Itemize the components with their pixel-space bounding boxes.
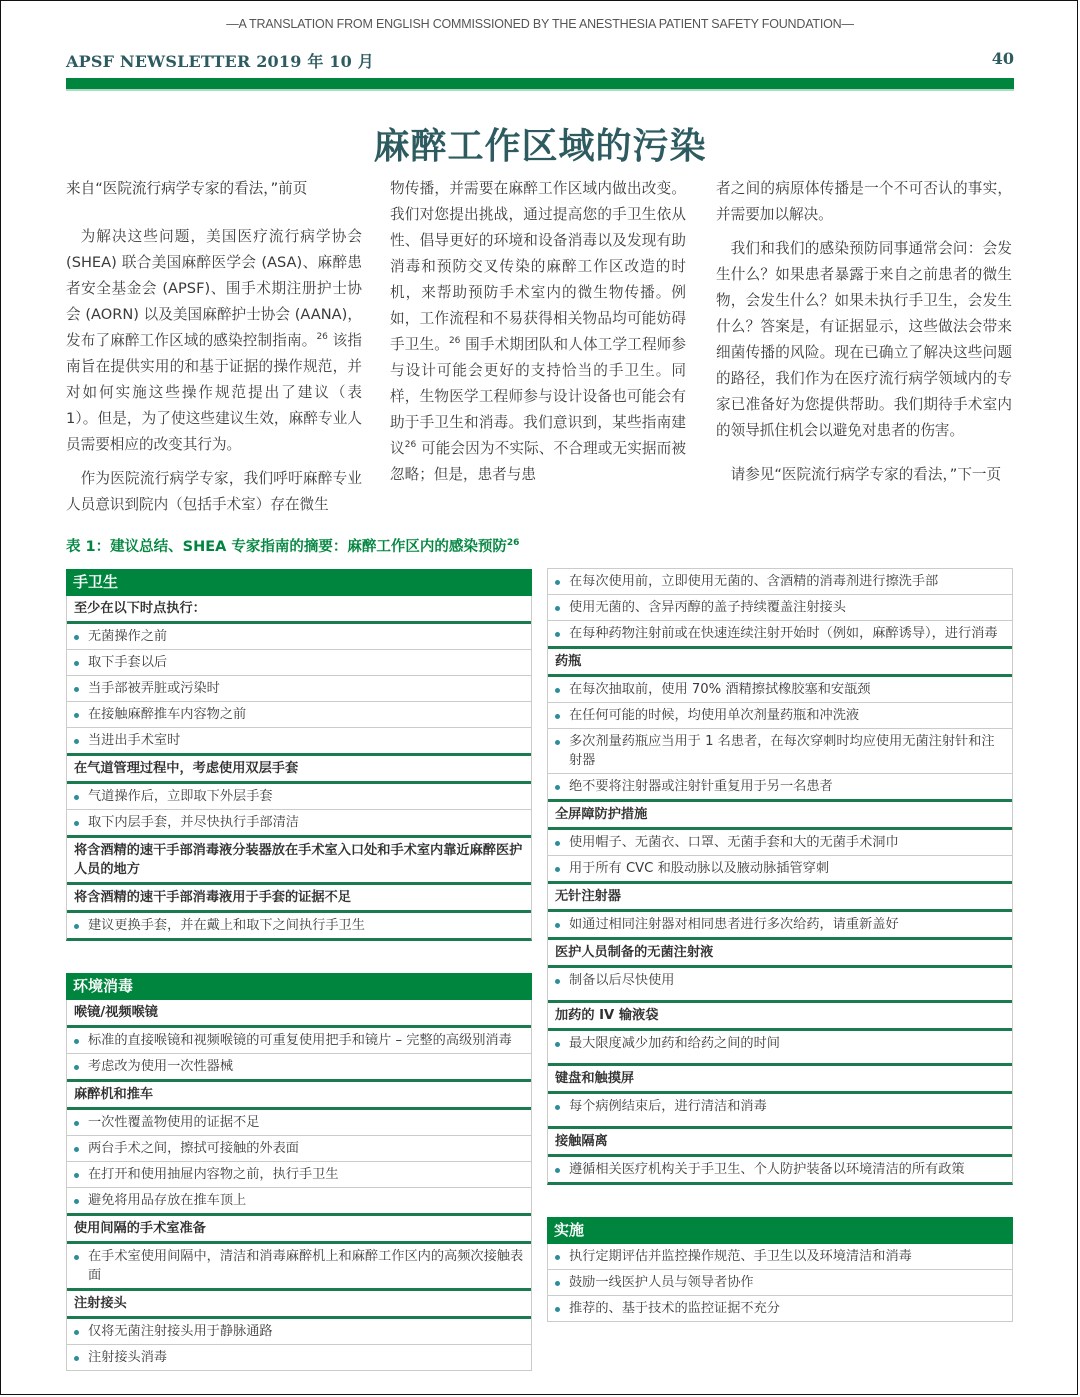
item-text: 无菌操作之前 <box>88 629 168 644</box>
bullet-icon <box>555 1042 560 1047</box>
bullet-icon <box>74 713 79 718</box>
item-text: 考虑改为使用一次性器械 <box>88 1059 234 1074</box>
table-list-item <box>548 1157 1012 1182</box>
subsection-heading: 无针注射器 <box>548 881 1012 912</box>
subsection-heading: 全屏障防护措施 <box>548 799 1012 830</box>
item-text: 当手部被弄脏或污染时 <box>88 681 220 696</box>
table-section-continued <box>547 568 1013 1185</box>
item-text: 当进出手术室时 <box>88 733 181 748</box>
subsection-heading: 麻醉机和推车 <box>67 1079 531 1110</box>
table-list-item <box>67 784 531 810</box>
translation-note: —A TRANSLATION FROM ENGLISH COMMISSIONED BY THE ANESTHESIA PATIENT SAFETY FOUNDATION— <box>226 17 854 31</box>
subsection-heading: 使用间隔的手术室准备 <box>67 1213 531 1244</box>
item-text: 使用无菌的、含异丙醇的盖子持续覆盖注射接头 <box>569 600 846 615</box>
item-text: 推荐的、基于技术的监控证据不充分 <box>569 1301 780 1316</box>
table-list-item <box>548 1094 1012 1126</box>
item-text: 在任何可能的时候，均使用单次剂量药瓶和冲洗液 <box>569 708 860 723</box>
paragraph-text: 该指南旨在提供实用的和基于证据的操作规范，并对如何实施这些操作规范提出了建议（表 1）。但是，为了使这些建议生效，麻醉专业人员需要相应的改变其行为。 <box>66 332 362 453</box>
bullet-icon <box>74 739 79 744</box>
section-header: 实施 <box>547 1217 1013 1244</box>
paragraph: 者之间的病原体传播是一个不可否认的事实，并需要加以解决。 <box>716 180 1012 223</box>
item-text: 取下手套以后 <box>88 655 168 670</box>
table-section <box>66 973 532 1371</box>
item-text: 在每次抽取前，使用 70% 酒精擦拭橡胶塞和安瓿颈 <box>569 682 871 697</box>
bullet-icon <box>74 661 79 666</box>
bullet-icon <box>555 1105 560 1110</box>
item-text: 注射接头消毒 <box>88 1350 168 1365</box>
table-list-item <box>67 624 531 650</box>
continued-next-link[interactable]: 请参见“医院流行病学专家的看法，”下一页 <box>730 466 1002 483</box>
subsection-heading: 将含酒精的速干手部消毒液用于手套的证据不足 <box>67 885 531 913</box>
item-text: 执行定期评估并监控操作规范、手卫生以及环境清洁和消毒 <box>569 1249 912 1264</box>
bullet-icon <box>74 1356 79 1361</box>
table-list-item <box>67 1319 531 1345</box>
item-text: 气道操作后，立即取下外层手套 <box>88 789 273 804</box>
item-text: 建议更换手套，并在戴上和取下之间执行手卫生 <box>88 918 365 933</box>
bullet-icon <box>74 1173 79 1178</box>
table-list-item <box>67 1188 531 1213</box>
paragraph <box>66 224 362 458</box>
table-list-item <box>67 1054 531 1079</box>
bullet-icon <box>555 979 560 984</box>
bullet-icon <box>555 606 560 611</box>
table-list-item <box>548 703 1012 729</box>
item-text: 在打开和使用抽屉内容物之前，执行手卫生 <box>88 1167 339 1182</box>
section-spacer <box>66 941 532 973</box>
continued-from-link[interactable]: 来自“医院流行病学专家的看法，”前页 <box>66 180 308 197</box>
bullet-icon <box>74 1147 79 1152</box>
table-list-item <box>67 810 531 835</box>
item-text: 一次性覆盖物使用的证据不足 <box>88 1115 260 1130</box>
bullet-icon <box>74 795 79 800</box>
item-text: 标准的直接喉镜和视频喉镜的可重复使用把手和镜片 – 完整的高级别消毒 <box>88 1033 512 1048</box>
item-text: 在接触麻醉推车内容物之前 <box>88 707 247 722</box>
text-column-3 <box>716 176 1012 496</box>
newsletter-title: APSF NEWSLETTER 2019 年 10 月 <box>66 52 374 71</box>
subsection-heading: 在气道管理过程中，考虑使用双层手套 <box>67 753 531 784</box>
subsection-heading: 至少在以下时点执行： <box>67 596 531 624</box>
table-list-item <box>67 1028 531 1054</box>
citation-ref: 26 <box>316 332 328 342</box>
subsection-heading: 加药的 IV 输液袋 <box>548 1000 1012 1031</box>
table-list-item <box>67 1162 531 1188</box>
table-list-item <box>67 702 531 728</box>
item-text: 用于所有 CVC 和股动脉以及腋动脉插管穿刺 <box>569 861 830 876</box>
header-rule <box>66 78 1014 91</box>
table-list-item <box>548 830 1012 856</box>
table-right-column <box>547 568 1013 1322</box>
section-header: 手卫生 <box>66 569 532 596</box>
subsection-heading: 药瓶 <box>548 646 1012 677</box>
bullet-icon <box>74 635 79 640</box>
subsection-heading: 喉镜/视频喉镜 <box>67 1000 531 1028</box>
table-list-item <box>548 856 1012 881</box>
subsection-heading: 注射接头 <box>67 1288 531 1319</box>
text-column-2 <box>390 176 686 496</box>
bullet-icon <box>74 821 79 826</box>
subsection-heading: 医护人员制备的无菌注射液 <box>548 937 1012 968</box>
item-text: 如通过相同注射器对相同患者进行多次给药，请重新盖好 <box>569 917 899 932</box>
paragraph-text: 为解决这些问题，美国医疗流行病学协会 (SHEA) 联合美国麻醉医学会 (ASA)、麻醉患者安全基金会 (APSF)、围手术期注册护士协会 (AORN) 以及美国麻醉护士协会 (AANA)，发布了麻醉工作区域的感染控制指南。 <box>66 228 362 349</box>
bullet-icon <box>555 688 560 693</box>
bullet-icon <box>74 1330 79 1335</box>
paragraph <box>390 176 686 488</box>
table-list-item <box>67 1136 531 1162</box>
item-text: 绝不要将注射器或注射针重复用于另一名患者 <box>569 779 833 794</box>
subsection-heading: 将含酒精的速干手部消毒液分装器放在手术室入口处和手术室内靠近麻醉医护人员的地方 <box>67 835 531 885</box>
bullet-icon <box>74 924 79 929</box>
paragraph: 我们和我们的感染预防同事通常会问：会发生什么？如果患者暴露于来自之前患者的微生物，会发生什么？如果未执行手卫生，会发生什么？答案是，有证据显示，这些做法会带来细菌传播的风险。现在已确立了解决这些问题的路径，我们作为在医疗流行病学领域内的专家已准备好为您提供帮助。我们期待手术室内的领导抓住机会以避免对患者的伤害。 <box>716 240 1012 439</box>
bullet-icon <box>555 1307 560 1312</box>
item-text: 两台手术之间，擦拭可接触的外表面 <box>88 1141 299 1156</box>
citation-ref: 26 <box>506 538 520 548</box>
paragraph-text: 物传播，并需要在麻醉工作区域内做出改变。我们对您提出挑战，通过提高您的手卫生依从性、倡导更好的环境和设备消毒以及发现有助消毒和预防交叉传染的麻醉工作区改造的时机，来帮助预防手术室内的微生物传播。例如，工作流程和不易获得相关物品均可能妨碍手卫生。 <box>390 180 686 353</box>
table-list-item <box>67 1345 531 1370</box>
bullet-icon <box>555 785 560 790</box>
page-number: 40 <box>991 49 1014 68</box>
table-list-item <box>548 1296 1012 1321</box>
item-text: 取下内层手套，并尽快执行手部清洁 <box>88 815 299 830</box>
paragraph-text: 可能会因为不实际、不合理或无实据而被忽略；但是，患者与患 <box>390 440 686 483</box>
bullet-icon <box>555 740 560 745</box>
bullet-icon <box>74 1039 79 1044</box>
table-list-item <box>548 729 1012 774</box>
bullet-icon <box>555 1255 560 1260</box>
table-section <box>547 1217 1013 1322</box>
paragraph: 作为医院流行病学专家，我们呼吁麻醉专业人员意识到院内（包括手术室）存在微生 <box>66 470 362 513</box>
table-list-item <box>67 728 531 753</box>
item-text: 最大限度减少加药和给药之间的时间 <box>569 1036 780 1051</box>
item-text: 避免将用品存放在推车顶上 <box>88 1193 247 1208</box>
bullet-icon <box>555 632 560 637</box>
item-text: 仅将无菌注射接头用于静脉通路 <box>88 1324 273 1339</box>
bullet-icon <box>555 1168 560 1173</box>
subsection-heading: 键盘和触摸屏 <box>548 1063 1012 1094</box>
bullet-icon <box>555 1281 560 1286</box>
bullet-icon <box>555 923 560 928</box>
section-header: 环境消毒 <box>66 973 532 1000</box>
bullet-icon <box>74 1199 79 1204</box>
table-list-item <box>67 913 531 938</box>
item-text: 多次剂量药瓶应当用于 1 名患者，在每次穿刺时均应使用无菌注射针和注射器 <box>569 734 995 768</box>
bullet-icon <box>555 841 560 846</box>
masthead <box>66 49 1014 73</box>
item-text: 制备以后尽快使用 <box>569 973 675 988</box>
table-list-item <box>548 1244 1012 1270</box>
table-list-item <box>548 621 1012 646</box>
item-text: 在每次使用前，立即使用无菌的、含酒精的消毒剂进行擦洗手部 <box>569 574 939 589</box>
text-column-1 <box>66 176 362 526</box>
table-section <box>66 569 532 941</box>
bullet-icon <box>555 867 560 872</box>
table-list-item <box>67 676 531 702</box>
bullet-icon <box>555 580 560 585</box>
citation-ref: 26 <box>404 440 417 450</box>
bullet-icon <box>74 1121 79 1126</box>
item-text: 使用帽子、无菌衣、口罩、无菌手套和大的无菌手术洞巾 <box>569 835 899 850</box>
item-text: 在每种药物注射前或在快速连续注射开始时（例如，麻醉诱导），进行消毒 <box>569 626 998 641</box>
section-spacer <box>547 1185 1013 1217</box>
article-title: 麻醉工作区域的污染 <box>373 126 707 167</box>
table-list-item <box>67 650 531 676</box>
subsection-heading: 接触隔离 <box>548 1126 1012 1157</box>
table-caption <box>66 535 519 556</box>
paragraph-text: 围手术期团队和人体工学工程师参与设计可能会更好的支持恰当的手卫生。同样，生物医学工程师参与设计设备也可能会有助于手卫生和消毒。我们意识到，某些指南建议 <box>390 336 686 457</box>
table-list-item <box>548 569 1012 595</box>
table-list-item <box>548 1031 1012 1063</box>
table-list-item <box>67 1244 531 1288</box>
table-list-item <box>548 774 1012 799</box>
item-text: 遵循相关医疗机构关于手卫生、个人防护装备以环境清洁的所有政策 <box>569 1162 965 1177</box>
table-left-column <box>66 569 532 1371</box>
table-list-item <box>548 677 1012 703</box>
bullet-icon <box>555 714 560 719</box>
table-list-item <box>548 968 1012 1000</box>
bullet-icon <box>74 1255 79 1260</box>
table-list-item <box>67 1110 531 1136</box>
table-list-item <box>548 595 1012 621</box>
table-caption-text: 表 1：建议总结、SHEA 专家指南的摘要：麻醉工作区内的感染预防 <box>66 539 507 555</box>
table-list-item <box>548 912 1012 937</box>
citation-ref: 26 <box>448 336 461 346</box>
table-list-item <box>548 1270 1012 1296</box>
item-text: 鼓励一线医护人员与领导者协作 <box>569 1275 754 1290</box>
item-text: 在手术室使用间隔中，清洁和消毒麻醉机上和麻醉工作区内的高频次接触表面 <box>88 1249 524 1283</box>
bullet-icon <box>74 1065 79 1070</box>
bullet-icon <box>74 687 79 692</box>
item-text: 每个病例结束后，进行清洁和消毒 <box>569 1099 767 1114</box>
